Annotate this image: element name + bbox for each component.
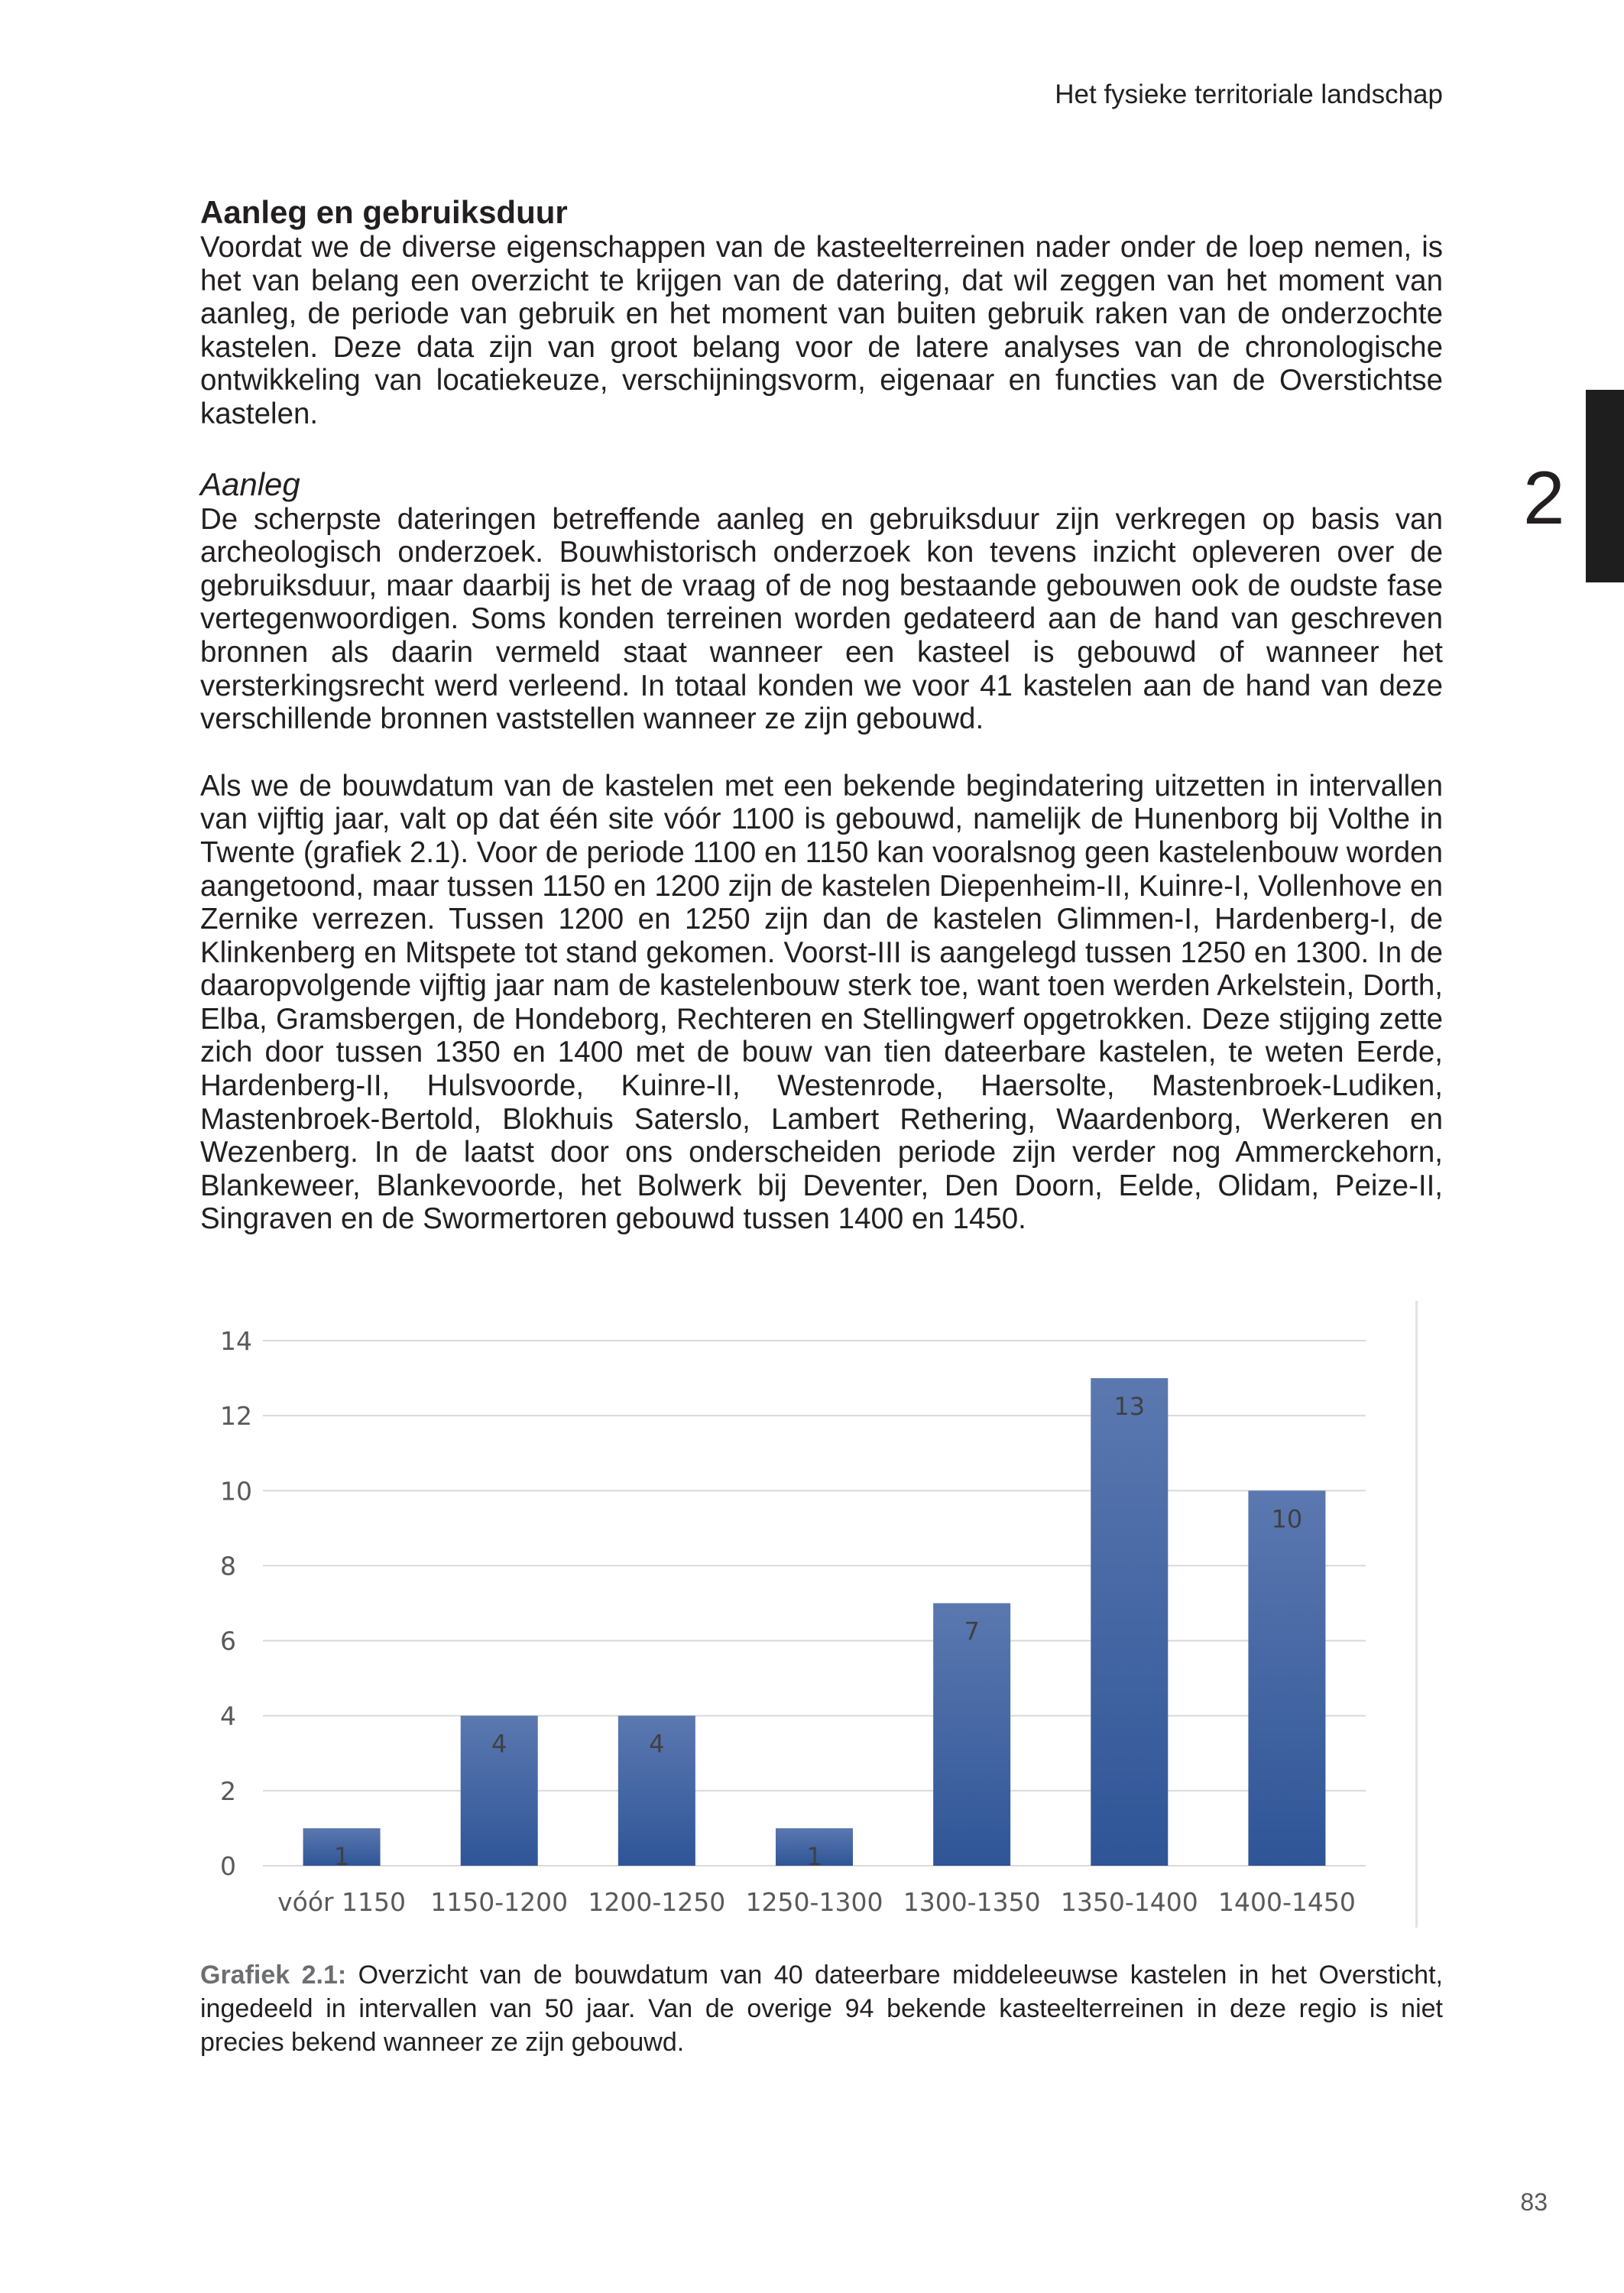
main-text	[200, 194, 1443, 1236]
data-label: 1	[806, 1841, 822, 1871]
caption-label: Grafiek 2.1:	[200, 1961, 347, 1990]
chart-canvas	[200, 1301, 1415, 1928]
figure-caption	[200, 1958, 1443, 2059]
data-label: 10	[1271, 1504, 1303, 1534]
y-tick-label: 12	[220, 1401, 252, 1432]
chapter-tab	[1586, 390, 1624, 582]
bar-chart	[200, 1301, 1418, 1928]
caption-text: Overzicht van de bouwdatum van 40 dateerbare middeleeuwse kastelen in het Oversticht, ingedeeld in intervallen van 50 jaar. Van de overige 94 bekende kasteelterreinen in deze regio is niet precies bekend wanneer ze zijn gebouwd.	[200, 1961, 1443, 2057]
y-tick-label: 10	[220, 1476, 252, 1507]
x-tick-label: 1200-1250	[588, 1887, 726, 1917]
y-tick-label: 0	[220, 1851, 236, 1881]
bar	[1091, 1378, 1168, 1866]
data-label: 4	[491, 1729, 507, 1759]
running-head: Het fysieke territoriale landschap	[1055, 79, 1443, 109]
subsection-title: Aanleg	[200, 465, 300, 502]
page-number: 83	[1520, 2188, 1548, 2216]
y-tick-label: 14	[220, 1326, 252, 1356]
x-tick-label: 1150-1200	[430, 1887, 569, 1917]
paragraph-2: Als we de bouwdatum van de kastelen met een bekende begindatering uitzetten in intervallen van vijftig jaar, valt op dat één site vóór 1100 is gebouwd, namelijk de Hunenborg bij Volthe in Twente (grafiek 2.1). Voor de periode 1100 en 1150 kan vooralsnog geen kastelenbouw worden aangetoond, maar tussen 1150 en 1200 zijn de kastelen Diepenheim-II, Kuinre-I, Vollenhove en Zernike verrezen. Tussen 1200 en 1250 zijn dan de kastelen Glimmen-I, Hardenberg-I, de Klinkenberg en Mitspete tot stand gekomen. Voorst-III is aangelegd tussen 1250 en 1300. In de daaropvolgende vijftig jaar nam de kastelenbouw sterk toe, want toen werden Arkelstein, Dorth, Elba, Gramsbergen, de Hondeborg, Rechteren en Stellingwerf opgetrokken. Deze stijging zette zich door tussen 1350 en 1400 met de bouw van tien dateerbare kastelen, te weten Eerde, Hardenberg-II, Hulsvoorde, Kuinre-II, Westenrode, Haersolte, Mastenbroek-Ludiken, Mastenbroek-Bertold, Blokhuis Saterslo, Lambert Rethering, Waardenborg, Werkeren en Wezenberg. In de laatst door ons onderscheiden periode zijn verder nog Ammerckehorn, Blankeweer, Blankevoorde, het Bolwerk bij Deventer, Den Doorn, Eelde, Olidam, Peize-II, Singraven en de Swormertoren gebouwd tussen 1400 en 1450.	[200, 769, 1443, 1236]
y-tick-label: 2	[220, 1776, 236, 1806]
x-tick-label: 1250-1300	[745, 1887, 883, 1917]
bar	[1248, 1490, 1325, 1866]
data-label: 4	[649, 1729, 665, 1759]
x-tick-label: 1350-1400	[1060, 1887, 1198, 1917]
y-tick-label: 8	[220, 1551, 236, 1581]
x-tick-label: 1400-1450	[1217, 1887, 1356, 1917]
paragraph-1: De scherpste dateringen betreffende aanleg en gebruiksduur zijn verkregen op basis van archeologisch onderzoek. Bouwhistorisch onderzoek kon tevens inzicht opleveren over de gebruiksduur, maar daarbij is het de vraag of de nog bestaande gebouwen ook de oudste fase vertegenwoordigen. Soms konden terreinen worden gedateerd aan de hand van geschreven bronnen als daarin vermeld staat wanneer een kasteel is gebouwd of wanneer het versterkingsrecht werd verleend. In totaal konden we voor 41 kastelen aan de hand van deze verschillende bronnen vaststellen wanneer ze zijn gebouwd.	[200, 502, 1443, 736]
y-tick-label: 4	[220, 1701, 236, 1731]
data-label: 1	[333, 1841, 350, 1871]
intro-paragraph: Voordat we de diverse eigenschappen van de kasteelterreinen nader onder de loep nemen, is het van belang een overzicht te krijgen van de datering, dat wil zeggen van het moment van aanleg, de periode van gebruik en het moment van buiten gebruik raken van de onderzochte kastelen. Deze data zijn van groot belang voor de latere analyses van de chronologische ontwikkeling van locatiekeuze, verschijningsvorm, eigenaar en functies van de Overstichtse kastelen.	[200, 231, 1443, 430]
y-tick-label: 6	[220, 1626, 236, 1656]
data-label: 13	[1113, 1392, 1146, 1422]
x-tick-label: vóór 1150	[277, 1887, 407, 1917]
data-label: 7	[964, 1617, 980, 1646]
chapter-number: 2	[1523, 456, 1565, 540]
x-tick-label: 1300-1350	[903, 1887, 1041, 1917]
section-title: Aanleg en gebruiksduur	[200, 194, 568, 230]
